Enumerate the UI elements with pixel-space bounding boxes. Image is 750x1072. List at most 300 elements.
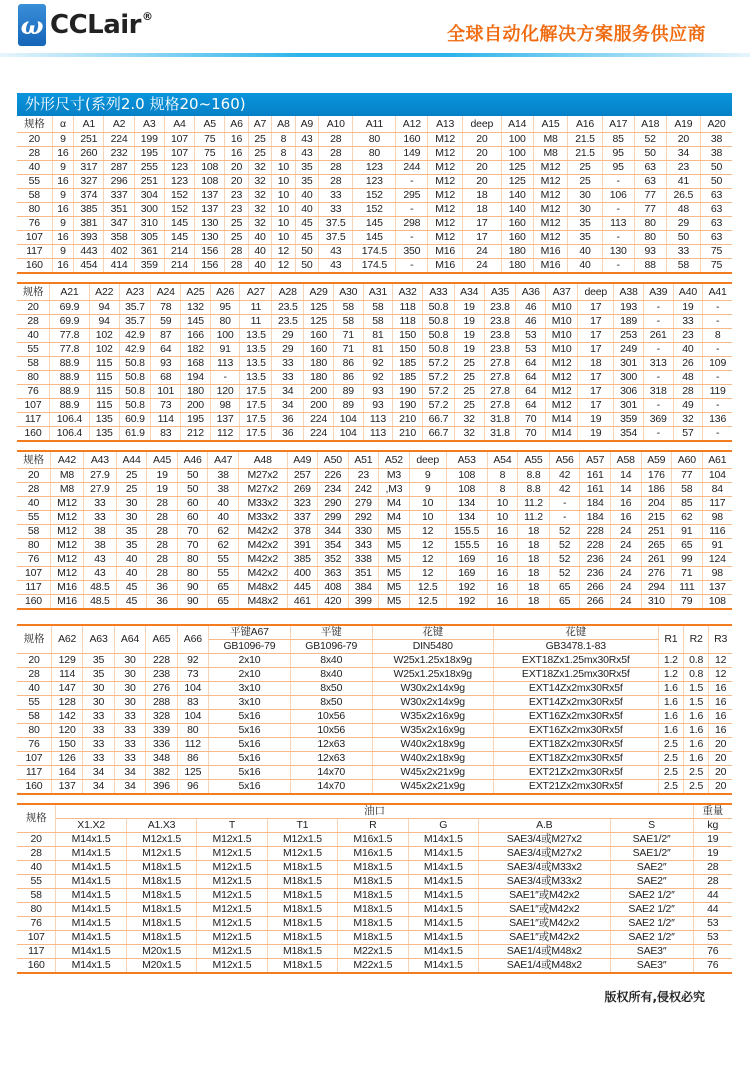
- value-cell: 33: [114, 710, 145, 724]
- value-cell: 160: [396, 133, 428, 147]
- value-cell: 81: [363, 343, 393, 357]
- value-cell: 304: [134, 189, 164, 203]
- brand-logo: [18, 4, 153, 46]
- value-cell: 30: [116, 511, 147, 525]
- value-cell: 50: [666, 231, 700, 245]
- column-header: deep: [578, 283, 614, 301]
- value-cell: M16: [428, 245, 463, 259]
- value-cell: 19: [454, 343, 484, 357]
- value-cell: 58: [333, 315, 363, 329]
- value-cell: 298: [396, 217, 428, 231]
- value-cell: 17.5: [240, 385, 272, 399]
- value-cell: 156: [195, 259, 225, 274]
- size-cell: 20: [17, 469, 50, 483]
- value-cell: 38: [208, 469, 239, 483]
- value-cell: M12: [428, 203, 463, 217]
- table-row: [17, 959, 732, 974]
- value-cell: 16: [52, 259, 74, 274]
- column-subheader: G: [408, 819, 478, 833]
- value-cell: 150: [393, 343, 423, 357]
- value-cell: 16: [709, 696, 732, 710]
- value-cell: M12: [428, 133, 463, 147]
- value-cell: 17.5: [240, 427, 272, 442]
- value-cell: M33x2: [238, 511, 287, 525]
- value-cell: 33: [83, 724, 114, 738]
- value-cell: 80: [353, 147, 396, 161]
- value-cell: SAE1/4或M48x2: [479, 959, 611, 974]
- value-cell: 25: [116, 483, 147, 497]
- value-cell: M12: [50, 511, 83, 525]
- value-cell: 108: [195, 161, 225, 175]
- value-cell: M12: [428, 161, 463, 175]
- value-cell: 35: [295, 161, 318, 175]
- value-cell: 63: [701, 231, 732, 245]
- value-cell: M3: [379, 469, 410, 483]
- table-row: [17, 413, 732, 427]
- size-cell: 160: [17, 427, 50, 442]
- value-cell: 45: [295, 231, 318, 245]
- value-cell: 50.8: [422, 329, 454, 343]
- value-cell: SAE2 1/2″: [610, 889, 693, 903]
- value-cell: 8: [487, 469, 518, 483]
- value-cell: 32: [248, 217, 271, 231]
- value-cell: 0.8: [683, 668, 708, 682]
- value-cell: 11.2: [518, 511, 550, 525]
- value-cell: 385: [74, 203, 104, 217]
- value-cell: 261: [643, 329, 673, 343]
- value-cell: 40: [116, 567, 147, 581]
- header-row: [17, 283, 732, 301]
- table-row: [17, 903, 732, 917]
- value-cell: 5x16: [209, 724, 291, 738]
- value-cell: 25: [225, 217, 248, 231]
- table-row: [17, 724, 732, 738]
- value-cell: 137: [51, 780, 82, 795]
- value-cell: 44: [693, 903, 732, 917]
- dimension-table-2: [17, 282, 732, 442]
- value-cell: M14x1.5: [408, 861, 478, 875]
- value-cell: 443: [74, 245, 104, 259]
- value-cell: W40x2x18x9g: [372, 752, 493, 766]
- size-cell: 40: [17, 497, 50, 511]
- value-cell: 38: [701, 147, 732, 161]
- value-cell: 20: [462, 161, 501, 175]
- value-cell: 160: [304, 343, 334, 357]
- value-cell: 30: [116, 497, 147, 511]
- value-cell: 343: [348, 539, 379, 553]
- value-cell: 28: [693, 861, 732, 875]
- size-cell: 20: [17, 654, 51, 668]
- value-cell: 5x16: [209, 766, 291, 780]
- value-cell: 461: [287, 595, 318, 610]
- column-header: α: [52, 116, 74, 133]
- value-cell: 313: [643, 357, 673, 371]
- table-row: [17, 343, 732, 357]
- value-cell: M42x2: [238, 525, 287, 539]
- value-cell: 40: [208, 497, 239, 511]
- value-cell: 63: [701, 217, 732, 231]
- value-cell: M18x1.5: [338, 889, 408, 903]
- column-header: A47: [208, 451, 239, 469]
- table-row: [17, 710, 732, 724]
- column-header: 规格: [17, 116, 52, 133]
- table-row: [17, 231, 732, 245]
- value-cell: 137: [210, 413, 240, 427]
- value-cell: -: [703, 399, 732, 413]
- value-cell: M5: [379, 595, 410, 610]
- value-cell: 89: [333, 399, 363, 413]
- column-header: 规格: [17, 625, 51, 654]
- value-cell: 25: [248, 147, 271, 161]
- value-cell: 30: [114, 696, 145, 710]
- table-row: [17, 189, 732, 203]
- value-cell: 2.5: [658, 766, 683, 780]
- value-cell: M14x1.5: [56, 889, 126, 903]
- value-cell: 23: [666, 161, 700, 175]
- value-cell: 27.8: [484, 385, 516, 399]
- value-cell: M16: [533, 259, 568, 274]
- value-cell: 108: [446, 469, 487, 483]
- value-cell: 214: [164, 245, 194, 259]
- value-cell: 23: [673, 329, 703, 343]
- value-cell: 12: [709, 668, 732, 682]
- value-cell: 2.5: [658, 738, 683, 752]
- value-cell: 5x16: [209, 780, 291, 795]
- value-cell: M18x1.5: [267, 875, 337, 889]
- value-cell: 8x50: [290, 696, 372, 710]
- column-header: A8: [272, 116, 295, 133]
- column-header: A60: [672, 451, 703, 469]
- column-header: A19: [666, 116, 700, 133]
- value-cell: -: [396, 259, 428, 274]
- value-cell: 18: [518, 539, 550, 553]
- column-header: deep: [462, 116, 501, 133]
- value-cell: 36: [272, 427, 304, 442]
- value-cell: M42x2: [238, 539, 287, 553]
- column-header: A56: [549, 451, 580, 469]
- value-cell: 1.5: [683, 682, 708, 696]
- column-header: A6: [225, 116, 248, 133]
- table-row: [17, 738, 732, 752]
- column-header: A21: [50, 283, 90, 301]
- value-cell: 130: [195, 231, 225, 245]
- value-cell: 351: [348, 567, 379, 581]
- value-cell: 9: [52, 161, 74, 175]
- value-cell: M12x1.5: [197, 861, 267, 875]
- value-cell: 25: [454, 357, 484, 371]
- value-cell: 161: [580, 469, 611, 483]
- table-row: [17, 553, 732, 567]
- value-cell: SAE3/4或M27x2: [479, 833, 611, 847]
- value-cell: 77.8: [50, 329, 90, 343]
- value-cell: -: [643, 343, 673, 357]
- value-cell: 126: [51, 752, 82, 766]
- value-cell: M10: [546, 301, 578, 315]
- value-cell: EXT14Zx2mx30Rx5f: [493, 682, 658, 696]
- column-header: deep: [409, 451, 446, 469]
- value-cell: 23: [225, 203, 248, 217]
- value-cell: 19: [673, 301, 703, 315]
- value-cell: 63: [634, 161, 666, 175]
- value-cell: 28: [319, 161, 353, 175]
- value-cell: 150: [51, 738, 82, 752]
- value-cell: -: [703, 427, 732, 442]
- value-cell: 120: [51, 724, 82, 738]
- value-cell: 1.6: [683, 724, 708, 738]
- value-cell: SAE1/2″: [610, 833, 693, 847]
- value-cell: 86: [177, 752, 208, 766]
- column-header: A34: [454, 283, 484, 301]
- value-cell: W35x2x16x9g: [372, 710, 493, 724]
- value-cell: 37.5: [319, 231, 353, 245]
- value-cell: 50.8: [422, 343, 454, 357]
- value-cell: 53: [693, 931, 732, 945]
- value-cell: 123: [164, 175, 194, 189]
- value-cell: M16: [50, 595, 83, 610]
- value-cell: 228: [580, 539, 611, 553]
- value-cell: 33: [114, 752, 145, 766]
- table-row: [17, 147, 732, 161]
- value-cell: 65: [208, 581, 239, 595]
- value-cell: 166: [181, 329, 211, 343]
- value-cell: M16: [533, 245, 568, 259]
- column-header: A36: [516, 283, 546, 301]
- value-cell: 347: [104, 217, 134, 231]
- header-row: [17, 451, 732, 469]
- value-cell: 310: [641, 595, 672, 610]
- value-cell: M12: [50, 525, 83, 539]
- value-cell: 99: [672, 553, 703, 567]
- value-cell: 12: [272, 245, 295, 259]
- value-cell: 318: [643, 385, 673, 399]
- value-cell: 86: [333, 371, 363, 385]
- size-cell: 58: [17, 189, 52, 203]
- value-cell: M20x1.5: [126, 959, 196, 974]
- value-cell: -: [643, 315, 673, 329]
- value-cell: 32: [248, 175, 271, 189]
- value-cell: 13.5: [240, 343, 272, 357]
- column-header: A66: [177, 625, 208, 654]
- value-cell: 161: [580, 483, 611, 497]
- value-cell: 363: [318, 567, 349, 581]
- value-cell: SAE3″: [610, 945, 693, 959]
- value-cell: 55: [208, 553, 239, 567]
- value-cell: 23.5: [272, 315, 304, 329]
- value-cell: M18x1.5: [126, 917, 196, 931]
- value-cell: M12x1.5: [197, 875, 267, 889]
- value-cell: M12x1.5: [197, 931, 267, 945]
- value-cell: 128: [51, 696, 82, 710]
- value-cell: M12x1.5: [197, 959, 267, 974]
- column-header: A29: [304, 283, 334, 301]
- value-cell: 236: [580, 553, 611, 567]
- value-cell: 251: [641, 525, 672, 539]
- value-cell: -: [643, 371, 673, 385]
- value-cell: 385: [287, 553, 318, 567]
- table-row: [17, 567, 732, 581]
- value-cell: 17: [578, 343, 614, 357]
- value-cell: 19: [454, 301, 484, 315]
- value-cell: 414: [104, 259, 134, 274]
- size-cell: 20: [17, 301, 50, 315]
- value-cell: 266: [580, 595, 611, 610]
- value-cell: 107: [164, 133, 194, 147]
- value-cell: M14x1.5: [56, 959, 126, 974]
- size-cell: 40: [17, 682, 51, 696]
- value-cell: 78: [151, 301, 181, 315]
- size-cell: 107: [17, 567, 50, 581]
- value-cell: 226: [318, 469, 349, 483]
- value-cell: M18x1.5: [338, 931, 408, 945]
- value-cell: 34: [83, 766, 114, 780]
- value-cell: 69.9: [50, 301, 90, 315]
- registered-mark: ®: [142, 10, 153, 23]
- value-cell: 5x16: [209, 738, 291, 752]
- value-cell: 276: [641, 567, 672, 581]
- value-cell: 361: [134, 245, 164, 259]
- value-cell: 65: [549, 581, 580, 595]
- value-cell: 16: [610, 497, 641, 511]
- value-cell: SAE1″或M42x2: [479, 931, 611, 945]
- oil-port-table: [17, 803, 732, 974]
- size-cell: 40: [17, 329, 50, 343]
- column-subheader: GB3478.1-83: [493, 640, 658, 654]
- value-cell: 10: [272, 203, 295, 217]
- value-cell: 109: [703, 357, 732, 371]
- value-cell: 2x10: [209, 654, 291, 668]
- value-cell: 28: [693, 875, 732, 889]
- value-cell: 23.8: [484, 343, 516, 357]
- value-cell: 28: [147, 553, 178, 567]
- value-cell: 26.5: [666, 189, 700, 203]
- value-cell: 296: [104, 175, 134, 189]
- value-cell: 276: [146, 682, 177, 696]
- value-cell: EXT18Zx2mx30Rx5f: [493, 738, 658, 752]
- value-cell: M16: [428, 259, 463, 274]
- value-cell: 63: [701, 203, 732, 217]
- value-cell: 35.7: [119, 301, 151, 315]
- value-cell: 292: [348, 511, 379, 525]
- value-cell: M8: [50, 483, 83, 497]
- value-cell: 305: [134, 231, 164, 245]
- value-cell: 251: [74, 133, 104, 147]
- value-cell: 30: [568, 203, 602, 217]
- value-cell: 48: [673, 371, 703, 385]
- value-cell: 40: [295, 203, 318, 217]
- table-row: [17, 385, 732, 399]
- value-cell: 98: [702, 511, 732, 525]
- size-cell: 80: [17, 203, 52, 217]
- value-cell: 29: [666, 217, 700, 231]
- table-row: [17, 945, 732, 959]
- content: [17, 93, 732, 1005]
- value-cell: SAE3″: [610, 959, 693, 974]
- value-cell: 11: [240, 315, 272, 329]
- value-cell: 20: [225, 175, 248, 189]
- size-cell: 28: [17, 847, 56, 861]
- value-cell: 43: [319, 259, 353, 274]
- value-cell: M14x1.5: [408, 847, 478, 861]
- value-cell: M18x1.5: [126, 903, 196, 917]
- value-cell: 63: [634, 175, 666, 189]
- value-cell: 96: [177, 780, 208, 795]
- value-cell: 66.7: [422, 427, 454, 442]
- value-cell: 28: [147, 567, 178, 581]
- value-cell: M12x1.5: [126, 833, 196, 847]
- value-cell: 124: [702, 553, 732, 567]
- value-cell: 137: [702, 581, 732, 595]
- value-cell: 35: [295, 175, 318, 189]
- value-cell: 12x63: [290, 738, 372, 752]
- oil-port-section: [17, 803, 732, 974]
- value-cell: 111: [672, 581, 703, 595]
- value-cell: -: [602, 231, 634, 245]
- value-cell: 58: [363, 301, 393, 315]
- value-cell: 12x63: [290, 752, 372, 766]
- value-cell: 60: [177, 511, 208, 525]
- value-cell: 251: [134, 175, 164, 189]
- value-cell: 186: [641, 483, 672, 497]
- value-cell: 104: [702, 469, 732, 483]
- value-cell: 25: [568, 175, 602, 189]
- value-cell: 112: [210, 427, 240, 442]
- value-cell: 19: [147, 483, 178, 497]
- value-cell: 18: [518, 553, 550, 567]
- value-cell: 40: [248, 245, 271, 259]
- value-cell: 80: [353, 133, 396, 147]
- column-header: A20: [701, 116, 732, 133]
- value-cell: 160: [501, 231, 533, 245]
- value-cell: 1.2: [658, 668, 683, 682]
- value-cell: M12x1.5: [197, 847, 267, 861]
- value-cell: M5: [379, 567, 410, 581]
- value-cell: M12: [428, 189, 463, 203]
- value-cell: -: [643, 301, 673, 315]
- value-cell: 62: [208, 539, 239, 553]
- value-cell: 24: [610, 567, 641, 581]
- value-cell: 60.9: [119, 413, 151, 427]
- value-cell: 25: [454, 399, 484, 413]
- value-cell: 45: [116, 595, 147, 610]
- value-cell: 35: [568, 217, 602, 231]
- header-row: [17, 804, 732, 819]
- value-cell: 34: [272, 399, 304, 413]
- value-cell: 132: [181, 301, 211, 315]
- value-cell: M18x1.5: [126, 931, 196, 945]
- value-cell: 295: [396, 189, 428, 203]
- value-cell: 8.8: [518, 483, 550, 497]
- value-cell: 195: [181, 413, 211, 427]
- value-cell: 9: [52, 245, 74, 259]
- value-cell: 29: [272, 329, 304, 343]
- size-cell: 28: [17, 668, 51, 682]
- value-cell: 76: [693, 945, 732, 959]
- table-row: [17, 427, 732, 442]
- value-cell: 34: [83, 780, 114, 795]
- value-cell: 117: [702, 497, 732, 511]
- value-cell: 300: [134, 203, 164, 217]
- value-cell: 23.8: [484, 329, 516, 343]
- value-cell: 33: [84, 497, 117, 511]
- value-cell: 24: [610, 595, 641, 610]
- value-cell: M18x1.5: [126, 875, 196, 889]
- value-cell: 53: [516, 329, 546, 343]
- value-cell: 16: [487, 567, 518, 581]
- value-cell: 90: [177, 595, 208, 610]
- value-cell: 42: [549, 483, 580, 497]
- table-row: [17, 217, 732, 231]
- value-cell: 269: [287, 483, 318, 497]
